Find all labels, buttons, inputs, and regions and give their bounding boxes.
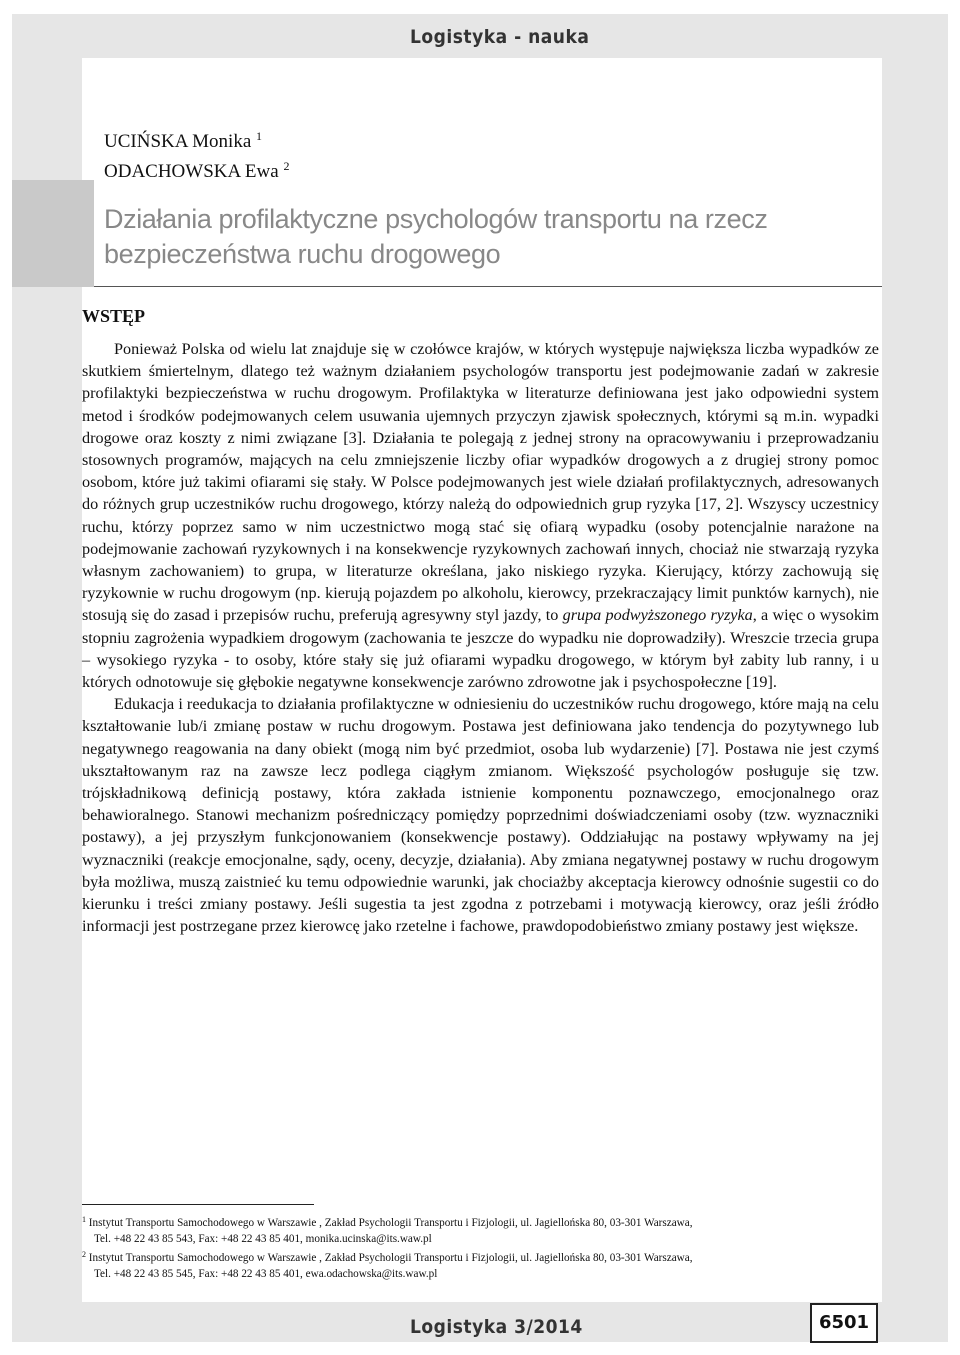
body-paragraph [82,693,879,937]
footnote-number: 2 [82,1250,86,1259]
author-name: ODACHOWSKA Ewa [104,161,279,182]
footnote-divider [82,1204,314,1205]
footnotes [82,1212,862,1282]
footnote-number: 1 [82,1215,86,1224]
title-divider [94,286,882,287]
footnote-affiliation: Instytut Transportu Samochodowego w Warszawie , Zakład Psychologii Transportu i Fizjologii, ul. Jagiellońska 80, 03-301 Warszawa, [88,1217,693,1229]
paragraph-text: , a więc o wysokim stopniu zagrożenia wypadkiem drogowym (zachowania te jeszcze do wypadku nie doprowadziły). Wreszcie trzecia grupa – wysokiego ryzyka - to osoby, które stały się już ofiarami wypadku drogowego, w którym był zabity lub ranny, i u których odnotowuje się głębokie negatywne konsekwencje zarówno zdrowotne jak i psychospołeczne [19]. [82,606,879,692]
author-line [104,154,289,184]
article-body [82,338,879,937]
section-heading: WSTĘP [82,306,146,326]
paragraph-text: Ponieważ Polska od wielu lat znajduje się w czołówce krajów, w których występuje największa liczba wypadków ze skutkiem śmiertelnym, dlatego też ważnym działaniem psychologów transportu jest podejmowanie zadań w zakresie profilaktyki bezpieczeństwa w ruchu drogowym. Profilaktyka w literaturze definiowana jest jako odpowiedni system metod i środków podejmowanych celem usuwania ujemnych przyczyn zjawisk społecznych, którymi są m.in. wypadki drogowe oraz koszty z nimi związane [3]. Działania te polegają z jednej strony na opracowywaniu i przeprowadzaniu stosownych programów, mających na celu zmniejszenie liczby ofiar wypadków drogowych a z drugiej strony pomoc osobom, które już takimi ofiarami się stały. W Polsce podejmowanych jest wiele działań profilaktycznych, adresowanych do różnych grup uczestników ruchu drogowego, którzy należą do odpowiednich grup ryzyka [17, 2]. Wszyscy uczestnicy ruchu, którzy poprzez samo w nim uczestnictwo mogą stać się ofiarą wypadku (osoby potencjalnie narażone na podejmowanie zachowań ryzykownych i na konsekwencje ryzykownych zachowań innych, chociaż nie stwarzają ryzyka własnym zachowaniem) to grupa, w literaturze określana, jako niskiego ryzyka. Kierujący, którzy zachowują się ryzykownie w ruchu drogowym (np. kierują pojazdem po alkoholu, kierowcy, przekraczający limit punktów karnych), nie stosują się do zasad i przepisów ruchu, preferują agresywny styl jazdy, to [82,340,879,625]
author-ref: 1 [256,129,263,143]
author-list [104,124,289,184]
page-number: 6501 [810,1303,878,1343]
author-line [104,124,289,154]
emphasized-text: grupa podwyższonego ryzyka [562,606,753,625]
footnote-affiliation: Instytut Transportu Samochodowego w Warszawie , Zakład Psychologii Transportu i Fizjologii, ul. Jagiellońska 80, 03-301 Warszawa, [88,1252,693,1264]
paragraph-text: Edukacja i reedukacja to działania profilaktyczne w odniesieniu do uczestników ruchu drogowego, które mają na celu kształtowanie lub/i zmianę postaw w ruchu drogowym. Postawa jest definiowana jako tendencja do pozytywnego lub negatywnego reagowania na dany obiekt (mogą nim być przedmiot, osoba lub wydarzenie) [7]. Postawa nie jest czymś ukształtowanym raz na zawsze lecz podlega ciągłym zmianom. Większość psychologów posługuje się tzw. trójskładnikową definicją postawy, która zakłada istnienie komponentu poznawczego, emocjonalnego oraz behawioralnego. Stanowi mechanizm pośredniczący pomiędzy poprzednimi doświadczeniami osoby (tzw. wyznaczniki postawy), a jej przyszłym funkcjonowaniem (konsekwencje postawy). Oddziałując na postawy wpływamy na jej wyznaczniki (reakcje emocjonalne, sądy, oceny, decyzje, działania). Aby zmiana negatywnej postawy w ruchu drogowym była możliwa, muszą zaistnieć ku temu odpowiednie warunki, jak chociażby akceptacja kierowcy odnośnie sugestii co do kierunku i treści zmiany postawy. Jeśli sugestia ta jest zgodna z potrzebami i motywacją kierowcy, oraz jeśli źródło informacji jest postrzegane przez kierowcę jako rzetelne i fachowe, prawdopodobieństwo zmiany postawy jest większe. [82,695,879,936]
footnote [82,1247,862,1282]
article-title: Działania profilaktyczne psychologów transportu na rzecz bezpieczeństwa ruchu drogowego [104,204,768,269]
author-name: UCIŃSKA Monika [104,131,252,152]
body-paragraph [82,338,879,693]
footnote [82,1212,862,1247]
footnote-contact: Tel. +48 22 43 85 545, Fax: +48 22 43 85 401, ewa.odachowska@its.waw.pl [94,1267,438,1280]
title-accent-block [12,180,94,287]
journal-issue-footer: Logistyka 3/2014 [410,1316,583,1338]
footnote-contact: Tel. +48 22 43 85 543, Fax: +48 22 43 85 401, monika.ucinska@its.waw.pl [94,1232,432,1245]
author-ref: 2 [283,159,290,173]
journal-section-header: Logistyka - nauka [410,26,590,48]
